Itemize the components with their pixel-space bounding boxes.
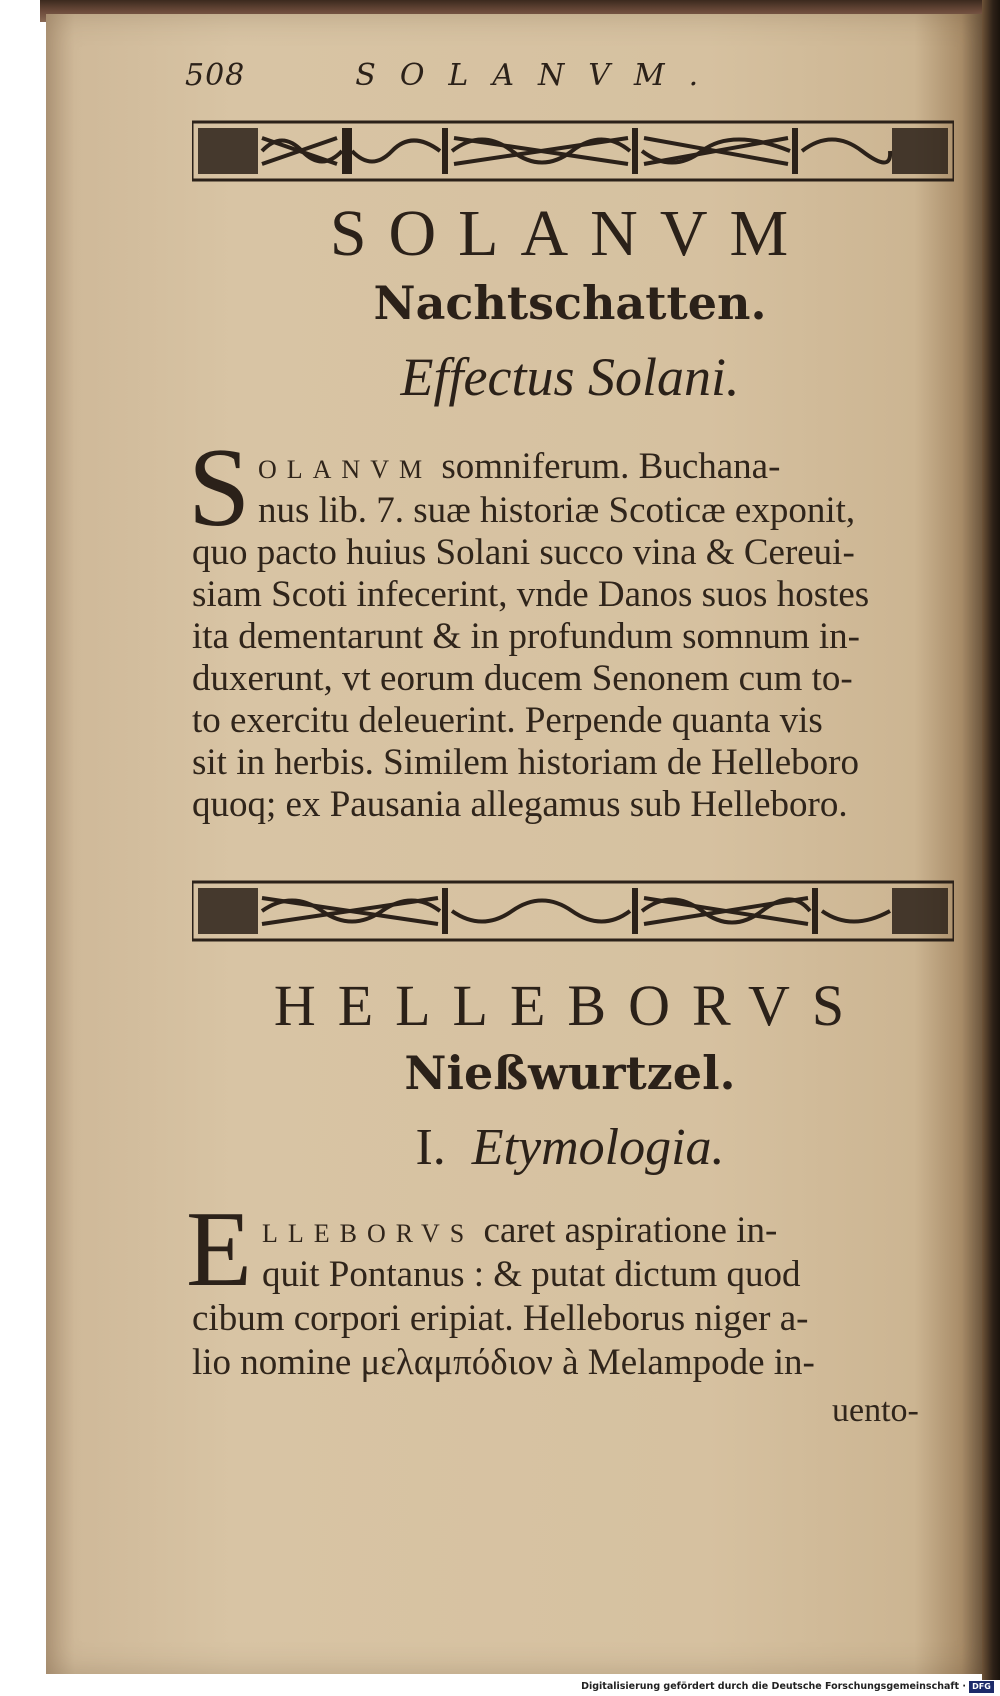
body-line: lio nomine μελαμπόδιον à Melampode in- [192, 1342, 815, 1383]
body-text: somniferum. Buchana- [441, 446, 781, 487]
dfg-logo: DFG [969, 1681, 994, 1693]
body-line: cibum corpori eripiat. Helleborus niger a- [192, 1298, 809, 1339]
body-line: quo pacto huius Solani succo vina & Cereui- [192, 532, 855, 573]
body-line: siam Scoti infecerint, vnde Danos suos hostes [192, 574, 870, 615]
first-word-smallcaps: OLANVM [258, 455, 433, 484]
body-line: to exercitu deleuerint. Perpende quanta vis [192, 700, 823, 741]
first-word-smallcaps: LLEBORVS [262, 1219, 475, 1248]
running-title: SOLANVM. [355, 58, 723, 93]
body-line: sit in herbis. Similem historiam de Helleboro [192, 742, 859, 783]
subhead-etymologia [190, 1118, 950, 1177]
body-line [262, 1212, 958, 1249]
catchword: uento- [832, 1392, 919, 1429]
running-head [185, 58, 745, 93]
ornamental-border-top [192, 118, 954, 184]
subhead-number: I. [415, 1119, 446, 1176]
body-line [258, 448, 958, 485]
drop-cap-s: S [188, 426, 251, 550]
page-number: 508 [185, 58, 246, 93]
body-line: quit Pontanus : & putat dictum quod [262, 1254, 801, 1295]
body-line: ita dementarunt & in profundum somnum in- [192, 616, 860, 657]
section-title-helleborus: HELLEBORVS [273, 973, 867, 1038]
german-name-solanum: Nachtschatten. [373, 276, 767, 330]
body-text: caret aspiratione in- [483, 1210, 778, 1251]
book-binding-edge [982, 0, 1000, 1690]
ornamental-border-middle [192, 878, 954, 944]
subhead-effectus: Effectus Solani. [400, 347, 740, 407]
body-line: quoq; ex Pausania allegamus sub Helleboro. [192, 784, 848, 825]
section-title-solanum: SOLANVM [329, 197, 811, 270]
drop-cap-e: E [186, 1190, 252, 1309]
body-line: nus lib. 7. suæ historiæ Scoticæ exponit, [258, 490, 856, 531]
body-line: duxerunt, vt eorum ducem Senonem cum to- [192, 658, 853, 699]
subhead-text: Etymologia. [471, 1119, 725, 1176]
german-name-helleborus: Nießwurtzel. [404, 1046, 736, 1100]
funding-credit: Digitalisierung gefördert durch die Deutsche Forschungsgemeinschaft · [581, 1681, 966, 1692]
